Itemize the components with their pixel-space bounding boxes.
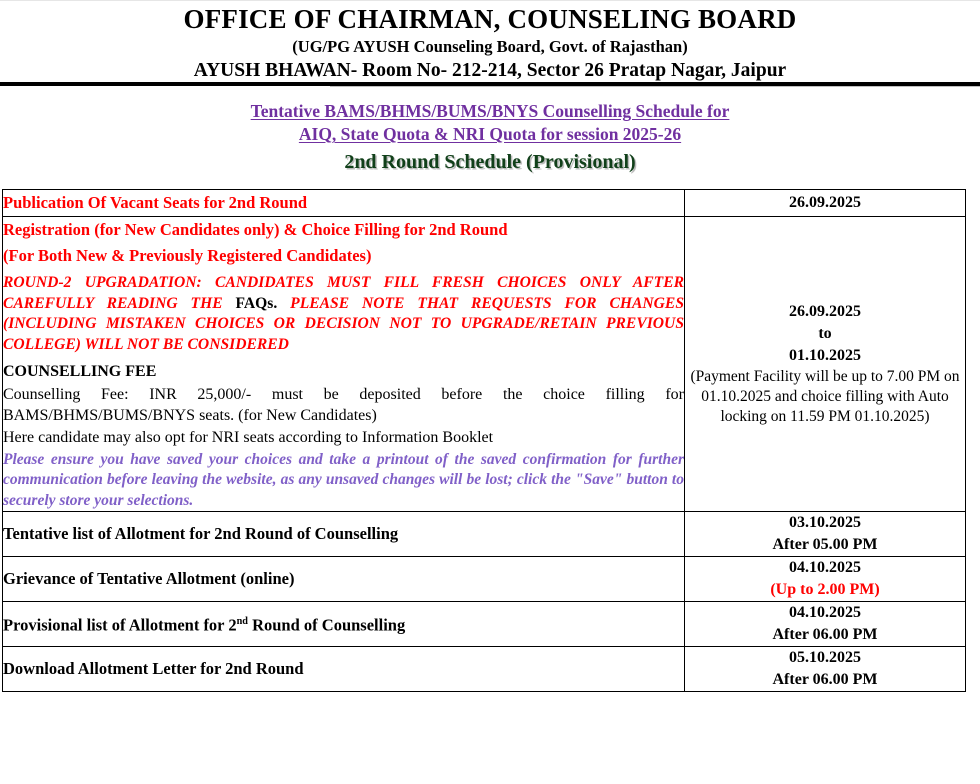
date-sub: After 05.00 PM <box>772 536 878 553</box>
task-cell <box>3 647 685 692</box>
round-heading: 2nd Round Schedule (Provisional) <box>344 151 636 173</box>
date-sub-deadline: (Up to 2.00 PM) <box>770 581 880 598</box>
payment-facility-note: (Payment Facility will be up to 7.00 PM on 01.10.2025 and choice filling with Auto locking on 11.59 PM 01.10.2025) <box>690 368 960 425</box>
table-row <box>3 512 966 557</box>
save-choices-notice: Please ensure you have saved your choices and take a printout of the saved confirmation for further communication before leaving the website, as any unsaved changes will be lost; click the "Save" button to securely store your selections. <box>3 450 684 509</box>
date-cell <box>685 512 966 557</box>
task-title: Download Allotment Letter for 2nd Round <box>3 659 304 678</box>
date-main: 05.10.2025 <box>789 649 861 666</box>
date-from: 26.09.2025 <box>789 303 861 320</box>
date-sub: After 06.00 PM <box>772 626 878 643</box>
date-main: 04.10.2025 <box>789 559 861 576</box>
document-headings <box>0 100 980 176</box>
task-title-line1: Registration (for New Candidates only) & Choice Filling for 2nd Round <box>3 220 508 239</box>
task-cell <box>3 190 685 217</box>
table-row <box>3 602 966 647</box>
date-main: 04.10.2025 <box>789 604 861 621</box>
organization-subtitle: (UG/PG AYUSH Counseling Board, Govt. of Rajasthan) <box>292 37 688 56</box>
date-sub: After 06.00 PM <box>772 671 878 688</box>
organization-title: OFFICE OF CHAIRMAN, COUNSELING BOARD <box>183 4 797 34</box>
task-title <box>3 611 684 637</box>
date-cell <box>685 217 966 512</box>
table-row <box>3 557 966 602</box>
date-cell <box>685 602 966 647</box>
task-cell <box>3 557 685 602</box>
upgradation-notice <box>3 273 684 355</box>
date-to: 01.10.2025 <box>789 347 861 364</box>
nri-seats-text: Here candidate may also opt for NRI seats according to Information Booklet <box>3 429 494 446</box>
task-title-pre: Provisional list of Allotment for 2 <box>3 615 237 635</box>
upgradation-notice-faq: FAQs. <box>235 294 278 312</box>
date-cell <box>685 190 966 217</box>
date-cell <box>685 647 966 692</box>
date-main: 26.09.2025 <box>789 194 861 211</box>
date-cell <box>685 557 966 602</box>
upgradation-notice-part2: PLEASE NOTE THAT REQUESTS FOR CHANGES (INCLUDING MISTAKEN CHOICES OR DECISION NOT TO UPGRADE/RETAIN PREVIOUS COLLEGE) WILL NOT BE CONSIDERED <box>3 294 684 353</box>
date-range-label: to <box>818 325 832 342</box>
schedule-subtitle <box>0 100 980 146</box>
task-title-post: Round of Counselling <box>247 615 406 635</box>
schedule-subtitle-line2: AIQ, State Quota & NRI Quota for session 2025-26 <box>298 124 682 144</box>
counselling-fee-heading: COUNSELLING FEE <box>3 363 157 380</box>
table-row <box>3 190 966 217</box>
task-cell <box>3 217 685 512</box>
schedule-subtitle-line1: Tentative BAMS/BHMS/BUMS/BNYS Counselling Schedule for <box>250 101 730 121</box>
letterhead <box>0 0 980 83</box>
organization-address: AYUSH BHAWAN- Room No- 212-214, Sector 26 Pratap Nagar, Jaipur <box>193 60 787 81</box>
table-row <box>3 647 966 692</box>
task-title: Publication Of Vacant Seats for 2nd Round <box>3 193 308 212</box>
task-title-ordinal-suffix: nd <box>236 616 248 628</box>
task-cell <box>3 602 685 647</box>
task-title-line2: (For Both New & Previously Registered Candidates) <box>3 246 372 265</box>
task-title: Grievance of Tentative Allotment (online) <box>3 569 295 588</box>
upgradation-notice-part1: ROUND-2 UPGRADATION: CANDIDATES MUST FILL FRESH CHOICES ONLY AFTER CAREFULLY READING THE <box>3 274 684 312</box>
schedule-table <box>2 189 966 692</box>
letterhead-divider-secondary <box>330 86 980 87</box>
date-main: 03.10.2025 <box>789 514 861 531</box>
task-title: Tentative list of Allotment for 2nd Round of Counselling <box>3 524 399 543</box>
counselling-fee-text: Counselling Fee: INR 25,000/- must be deposited before the choice filling for BAMS/BHMS/BUMS/BNYS seats. (for New Candidates) <box>3 386 684 424</box>
task-cell <box>3 512 685 557</box>
table-row <box>3 217 966 512</box>
